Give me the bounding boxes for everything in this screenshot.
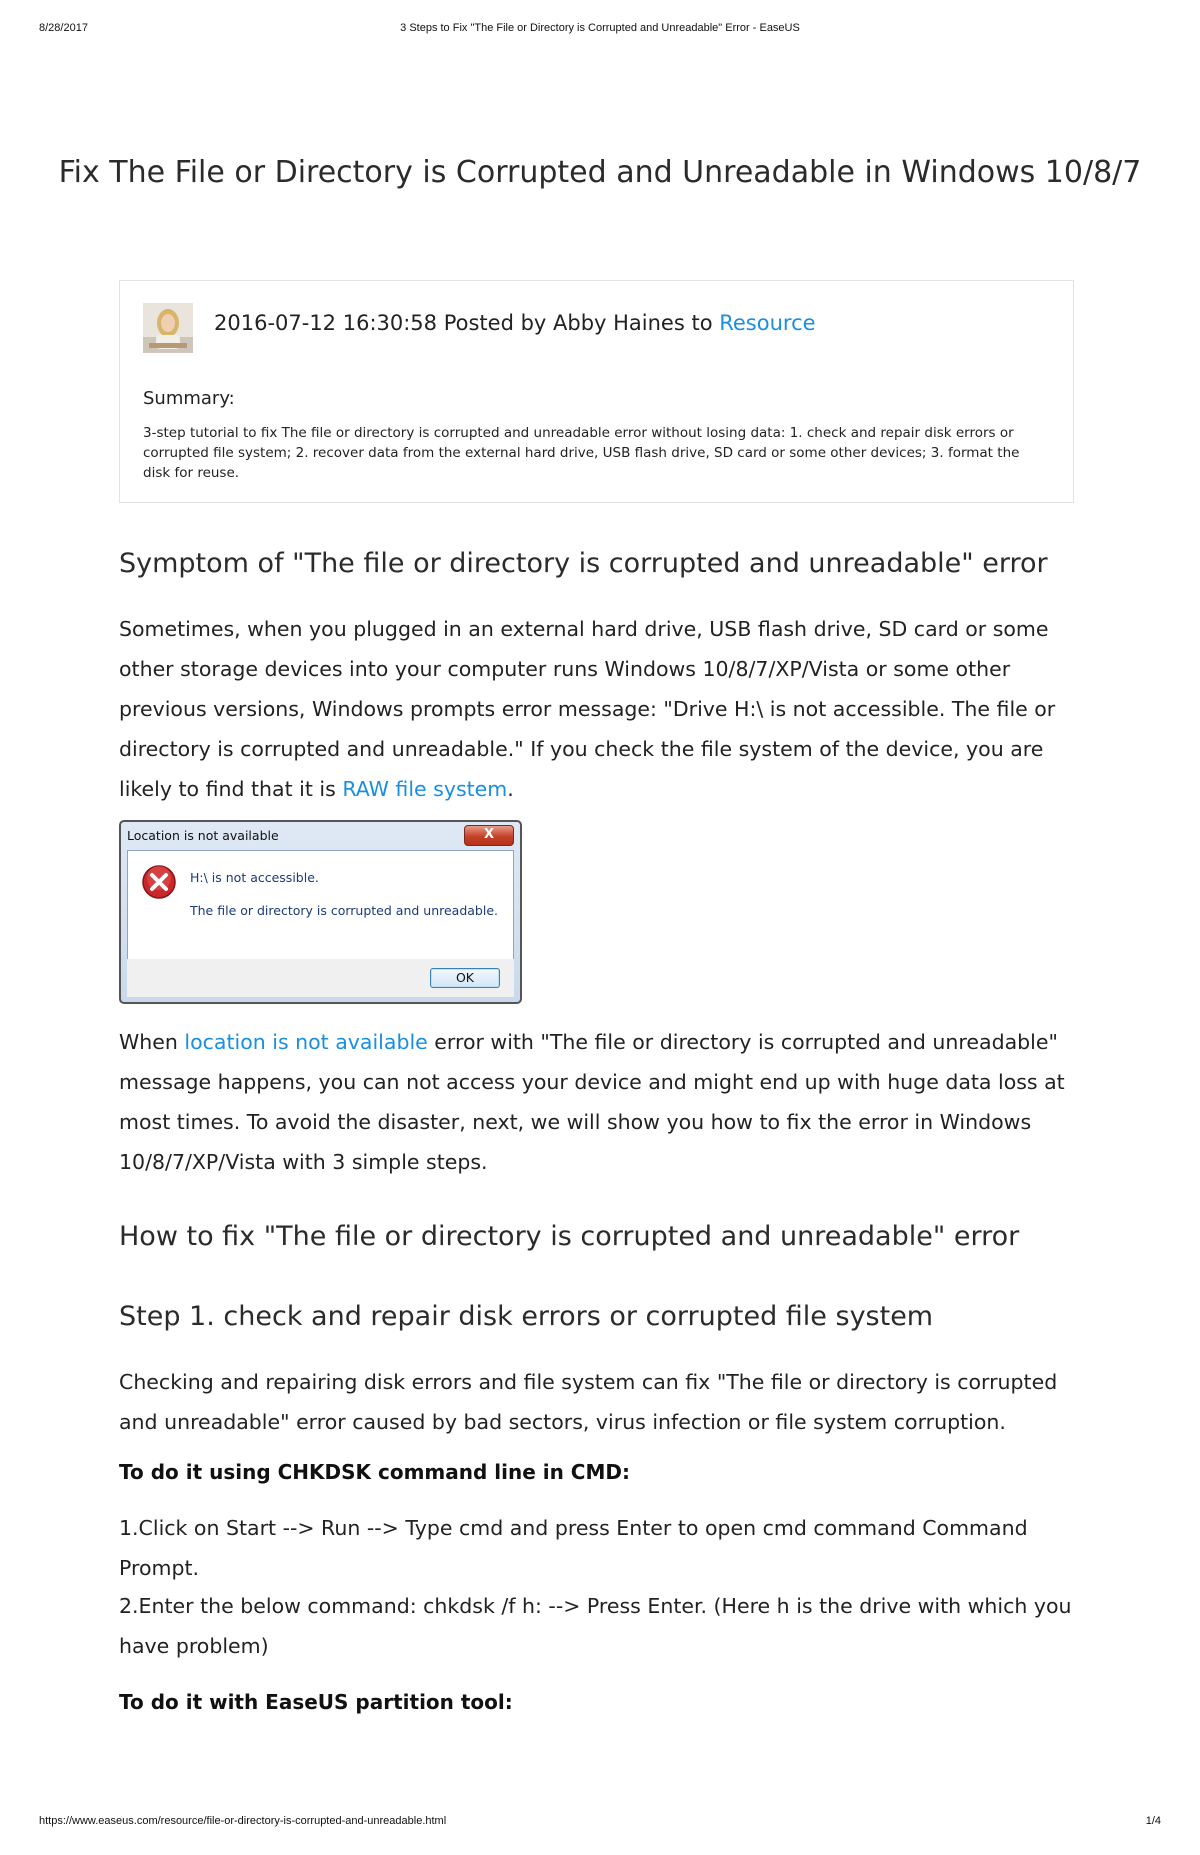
symptom-heading: Symptom of "The file or directory is corrupted and unreadable" error xyxy=(119,548,1048,579)
print-doc-title: 3 Steps to Fix "The File or Directory is Corrupted and Unreadable" Error - EaseUS xyxy=(400,22,800,34)
symptom-end: . xyxy=(507,777,514,801)
category-link[interactable]: Resource xyxy=(719,311,816,335)
post-meta xyxy=(214,311,816,335)
post-meta-text: 2016-07-12 16:30:58 Posted by Abby Haines to xyxy=(214,311,720,335)
print-page-number: 1/4 xyxy=(1145,1815,1161,1827)
when-rest: error with "The file or directory is corrupted and unreadable" message happens, you can not access your device and might end up with huge data loss at most times. To avoid the disaster, next, we will show you how to fix the error in Windows 10/8/7/XP/Vista with 3 simple steps. xyxy=(119,1030,1065,1174)
print-url: https://www.easeus.com/resource/file-or-directory-is-corrupted-and-unreadable.html xyxy=(39,1815,447,1827)
error-icon xyxy=(142,865,176,899)
dialog-close-icon: X xyxy=(464,825,514,846)
error-dialog-image xyxy=(119,820,522,1004)
tool-heading: To do it with EaseUS partition tool: xyxy=(119,1690,513,1714)
dialog-ok-button: OK xyxy=(430,968,500,988)
dialog-body xyxy=(127,850,514,960)
symptom-text: Sometimes, when you plugged in an external hard drive, USB flash drive, SD card or some other storage devices into your computer runs Windows 10/8/7/XP/Vista or some other previous versions, Windows prompts error message: "Drive H:\ is not accessible. The file or directory is corrupted and unreadable." If you check the file system of the device, you are likely to find that it is xyxy=(119,617,1056,801)
dialog-message-2: The file or directory is corrupted and unreadable. xyxy=(190,903,498,918)
when-prefix: When xyxy=(119,1030,185,1054)
post-info-box xyxy=(119,280,1074,503)
location-not-available-link[interactable]: location is not available xyxy=(184,1030,428,1054)
symptom-paragraph xyxy=(119,609,1079,809)
cmd-step-1: 1.Click on Start --> Run --> Type cmd and press Enter to open cmd command Command Prompt. xyxy=(119,1516,1028,1580)
dialog-footer xyxy=(127,959,514,997)
author-avatar xyxy=(143,303,193,353)
howto-heading: How to fix "The file or directory is corrupted and unreadable" error xyxy=(119,1221,1020,1252)
summary-label: Summary: xyxy=(143,388,235,409)
dialog-message-1: H:\ is not accessible. xyxy=(190,870,319,885)
raw-file-system-link[interactable]: RAW file system xyxy=(342,777,508,801)
summary-text: 3-step tutorial to fix The file or directory is corrupted and unreadable error without losing data: 1. check and repair disk errors or corrupted file system; 2. recover data from the external hard drive, USB flash drive, SD card or some other devices; 3. format the disk for reuse. xyxy=(143,425,1020,481)
step1-paragraph: Checking and repairing disk errors and file system can fix "The file or directory is corrupted and unreadable" error caused by bad sectors, virus infection or file system corruption. xyxy=(119,1370,1058,1434)
cmd-heading: To do it using CHKDSK command line in CMD: xyxy=(119,1460,630,1484)
when-paragraph xyxy=(119,1022,1079,1182)
print-date: 8/28/2017 xyxy=(39,22,88,34)
dialog-title: Location is not available xyxy=(127,828,279,843)
cmd-step-2: 2.Enter the below command: chkdsk /f h: --> Press Enter. (Here h is the drive with which you have problem) xyxy=(119,1594,1072,1658)
page-title: Fix The File or Directory is Corrupted and Unreadable in Windows 10/8/7 xyxy=(58,155,1142,190)
step1-heading: Step 1. check and repair disk errors or corrupted file system xyxy=(119,1301,934,1332)
